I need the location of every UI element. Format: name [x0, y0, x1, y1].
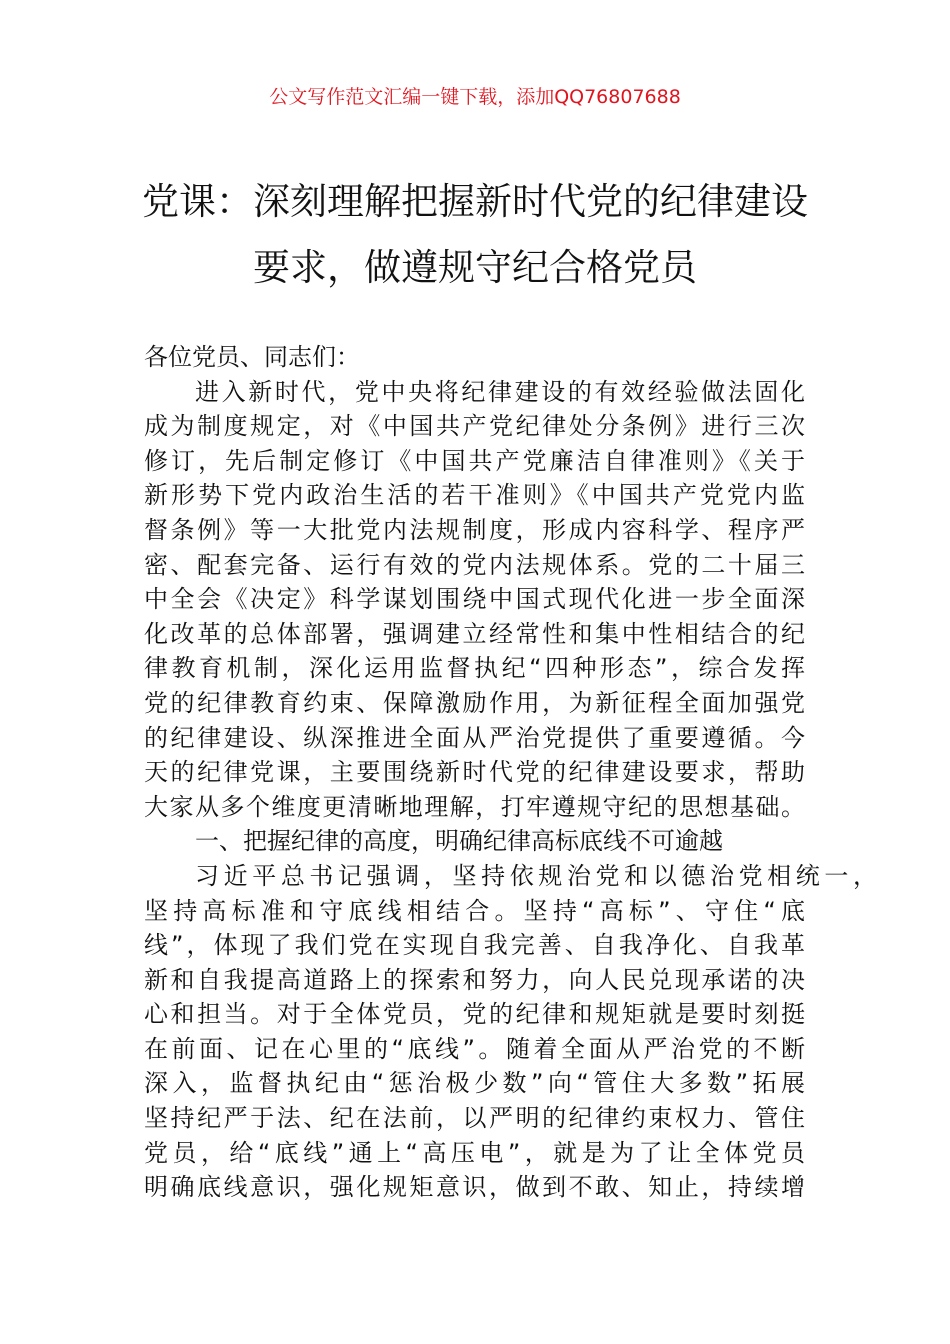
body-text-line: 坚持高标准和守底线相结合。坚持“高标”、守住“底: [144, 896, 805, 925]
body-text-line: 密、配套完备、运行有效的党内法规体系。党的二十届三: [144, 550, 805, 579]
body-text-line: 党员，给“底线”通上“高压电”，就是为了让全体党员: [144, 1138, 805, 1167]
body-text-line: 明确底线意识，强化规矩意识，做到不敢、知止，持续增: [144, 1173, 805, 1202]
body-text-line: 党的纪律教育约束、保障激励作用，为新征程全面加强党: [144, 688, 805, 717]
body-text-line: 进入新时代，党中央将纪律建设的有效经验做法固化: [195, 377, 805, 406]
body-text-line: 各位党员、同志们：: [144, 343, 360, 371]
body-text-line: 化改革的总体部署，强调建立经常性和集中性相结合的纪: [144, 619, 805, 648]
body-text-line: 修订，先后制定修订《中国共产党廉洁自律准则》《关于: [144, 446, 805, 475]
body-text-line: 的纪律建设、纵深推进全面从严治党提供了重要遵循。今: [144, 723, 805, 752]
document-body: [144, 340, 877, 1205]
body-text-line: 深入，监督执纪由“惩治极少数”向“管住大多数”拓展: [144, 1069, 805, 1098]
download-promo-header: 公文写作范文汇编一键下载，添加QQ76807688: [269, 86, 681, 108]
body-text-line: 新和自我提高道路上的探索和努力，向人民兑现承诺的决: [144, 965, 805, 994]
document-title-line-1: 党课：深刻理解把握新时代党的纪律建设: [142, 180, 808, 223]
body-text-line: 线”，体现了我们党在实现自我完善、自我净化、自我革: [144, 931, 805, 960]
body-text-line: 心和担当。对于全体党员，党的纪律和规矩就是要时刻挺: [144, 1000, 805, 1029]
section-heading: 一、把握纪律的高度，明确纪律高标底线不可逾越: [195, 827, 723, 856]
body-text-line: 习近平总书记强调，坚持依规治党和以德治党相统一，: [195, 861, 877, 890]
body-text-line: 天的纪律党课，主要围绕新时代党的纪律建设要求，帮助: [144, 758, 805, 787]
body-text-line: 坚持纪严于法、纪在法前，以严明的纪律约束权力、管住: [144, 1104, 805, 1133]
body-text-line: 中全会《决定》科学谋划围绕中国式现代化进一步全面深: [144, 585, 805, 614]
body-text-line: 律教育机制，深化运用监督执纪“四种形态”，综合发挥: [144, 654, 805, 683]
body-text-line: 大家从多个维度更清晰地理解，打牢遵规守纪的思想基础。: [144, 792, 805, 821]
body-text-line: 在前面、记在心里的“底线”。随着全面从严治党的不断: [144, 1034, 805, 1063]
body-text-line: 督条例》等一大批党内法规制度，形成内容科学、程序严: [144, 515, 805, 544]
body-text-line: 成为制度规定，对《中国共产党纪律处分条例》进行三次: [144, 412, 805, 441]
document-title-line-2: 要求，做遵规守纪合格党员: [253, 246, 697, 289]
body-text-line: 新形势下党内政治生活的若干准则》《中国共产党党内监: [144, 481, 805, 510]
